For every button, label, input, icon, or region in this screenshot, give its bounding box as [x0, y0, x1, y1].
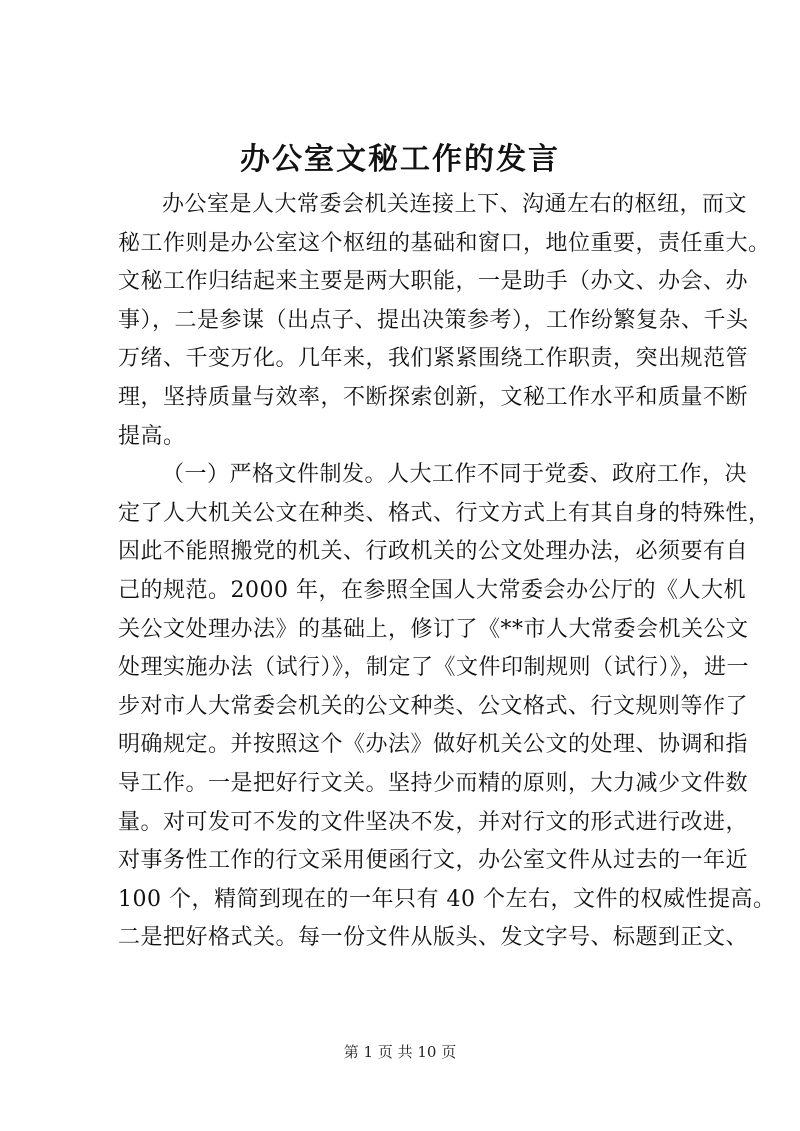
text-line: 定了人大机关公文在种类、格式、行文方式上有其自身的特殊性，	[118, 500, 771, 526]
text-line: 明确规定。并按照这个《办法》做好机关公文的处理、协调和指	[118, 732, 749, 758]
text-line: 关公文处理办法》的基础上，修订了《**市人大常委会机关公文	[118, 616, 749, 642]
text-line: 文秘工作归结起来主要是两大职能，一是助手（办文、办会、办	[118, 269, 749, 295]
text-line: 对事务性工作的行文采用便函行文，办公室文件从过去的一年近	[118, 848, 749, 874]
text-line: 100 个，精简到现在的一年只有 40 个左右，文件的权威性提高。	[118, 886, 776, 912]
text-line: 办公室是人大常委会机关连接上下、沟通左右的枢纽，而文	[162, 192, 748, 217]
text-line: 万绪、千变万化。几年来，我们紧紧围绕工作职责，突出规范管	[118, 346, 749, 372]
text-line: 秘工作则是办公室这个枢纽的基础和窗口，地位重要，责任重大。	[118, 230, 771, 256]
text-line: 事），二是参谋（出点子、提出决策参考），工作纷繁复杂、千头	[118, 307, 749, 333]
paragraph	[118, 186, 771, 456]
text-line: 步对市人大常委会机关的公文种类、公文格式、行文规则等作了	[118, 693, 749, 719]
text-line: 处理实施办法（试行）》，制定了《文件印制规则（试行）》，进一	[118, 655, 750, 681]
text-line: 理，坚持质量与效率，不断探索创新，文秘工作水平和质量不断	[118, 384, 749, 410]
text-line: 提高。	[118, 423, 186, 449]
text-line: （一）严格文件制发。人大工作不同于党委、政府工作，决	[162, 462, 748, 488]
document-title: 办公室文秘工作的发言	[240, 142, 560, 177]
page-number-footer: 第 1 页 共 10 页	[343, 1043, 457, 1061]
text-line: 因此不能照搬党的机关、行政机关的公文处理办法，必须要有自	[118, 539, 749, 565]
document-body	[118, 186, 776, 958]
paragraph	[118, 456, 776, 958]
text-line: 己的规范。2000 年，在参照全国人大常委会办公厅的《人大机	[118, 577, 746, 603]
text-line: 量。对可发可不发的文件坚决不发，并对行文的形式进行改进，	[118, 809, 749, 835]
text-line: 二是把好格式关。每一份文件从版头、发文字号、标题到正文、	[118, 925, 749, 951]
text-line: 导工作。一是把好行文关。坚持少而精的原则，大力减少文件数	[118, 770, 749, 796]
